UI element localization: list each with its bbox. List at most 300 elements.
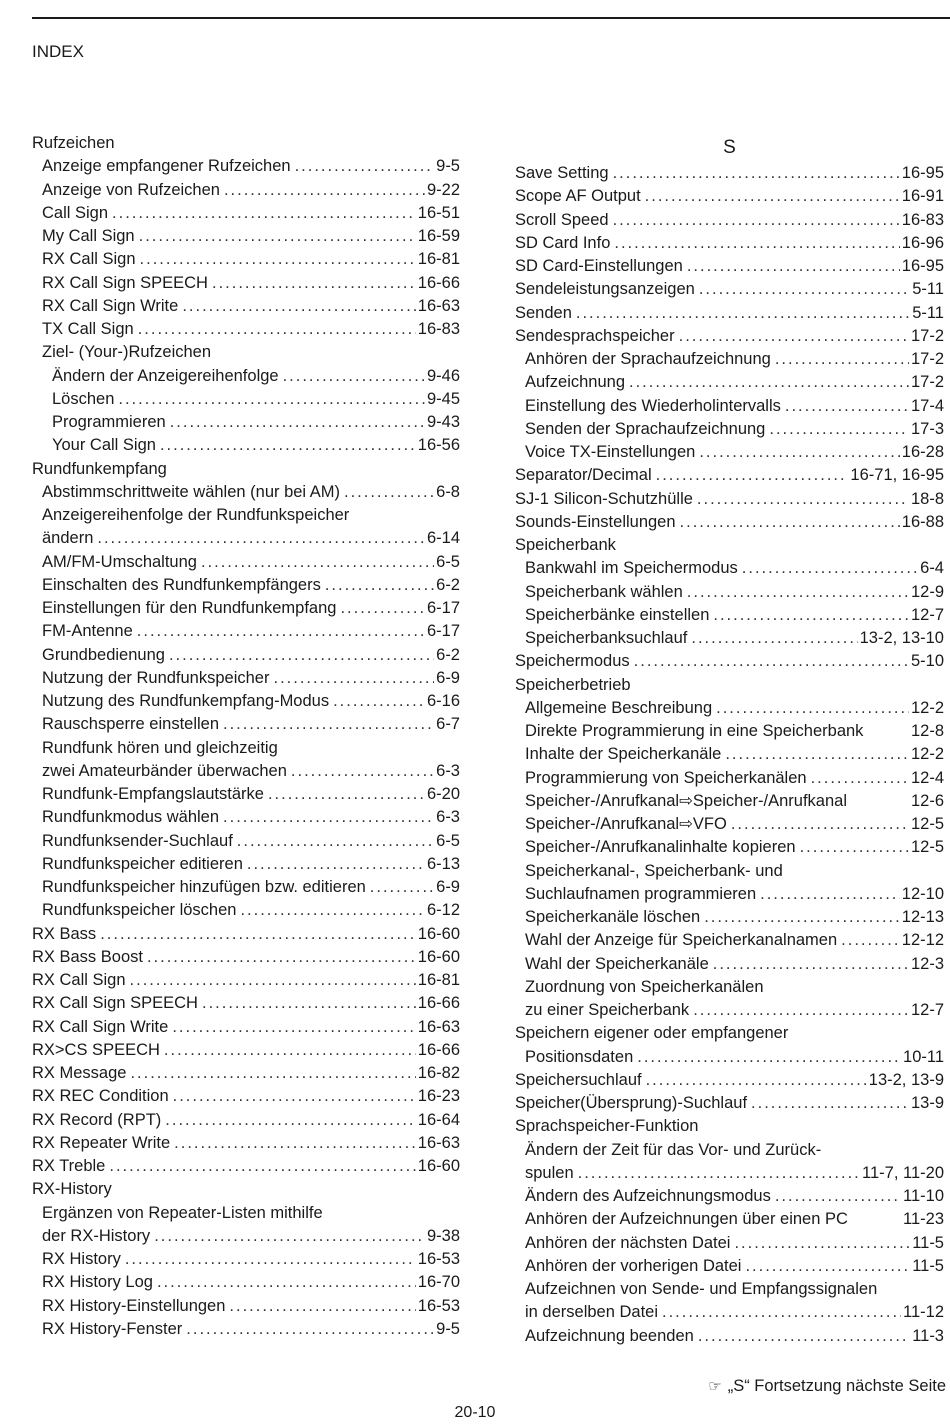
dot-leader xyxy=(273,667,434,690)
entry-term: Positionsdaten xyxy=(525,1047,634,1066)
entry-term: Einstellungen für den Rundfunkempfang xyxy=(42,599,337,617)
dot-leader xyxy=(283,365,425,388)
entry-term: Rundfunkspeicher löschen xyxy=(42,901,237,920)
entry-page-ref: 16-28 xyxy=(901,443,944,461)
index-entry xyxy=(32,1155,460,1178)
dot-leader xyxy=(154,1225,425,1248)
entry-term: Separator/Decimal xyxy=(515,466,652,485)
entry-term: Rauschsperre einstellen xyxy=(42,715,220,734)
index-entry xyxy=(32,1225,460,1248)
index-entry xyxy=(515,1208,944,1231)
index-entry xyxy=(515,790,944,813)
index-entry xyxy=(515,348,944,371)
entry-page-ref: 13-2, 13-9 xyxy=(868,1070,944,1089)
index-entry xyxy=(32,620,460,643)
entry-term: Anhören der Aufzeichnungen über einen PC xyxy=(525,1210,848,1229)
index-entry xyxy=(515,255,944,278)
entry-term: Programmieren xyxy=(52,413,166,431)
index-entry xyxy=(32,248,460,271)
entry-page-ref: 16-60 xyxy=(417,1157,460,1175)
entry-term: zwei Amateurbänder überwachen xyxy=(42,761,287,780)
entry-page-ref: 11-7, 11-20 xyxy=(862,1163,944,1182)
entry-page-ref: 16-70 xyxy=(417,1273,460,1292)
entry-page-ref: 17-4 xyxy=(910,396,944,415)
index-entry xyxy=(32,1178,460,1201)
entry-page-ref: 16-59 xyxy=(417,227,460,245)
entry-term: Speichern eigener oder empfangener xyxy=(515,1024,789,1043)
dot-leader xyxy=(811,767,909,790)
index-entry xyxy=(515,906,944,929)
index-entry xyxy=(515,743,944,766)
index-entry xyxy=(515,604,944,627)
index-entry xyxy=(32,504,460,527)
entry-page-ref: 6-4 xyxy=(920,559,944,578)
entry-term: RX Call Sign Write xyxy=(42,296,179,315)
entry-term: Ändern der Zeit für das Vor- und Zurück- xyxy=(525,1140,822,1159)
dot-leader xyxy=(118,388,425,411)
index-entry xyxy=(515,650,944,673)
entry-page-ref: 11-5 xyxy=(912,1233,944,1252)
entry-term: RX>CS SPEECH xyxy=(32,1040,160,1059)
entry-page-ref: 5-10 xyxy=(910,652,944,671)
entry-term: SD Card Info xyxy=(515,233,611,252)
index-entry xyxy=(32,179,460,202)
dot-leader xyxy=(713,953,909,976)
entry-term: Grundbedienung xyxy=(42,645,165,664)
dot-leader xyxy=(224,179,425,202)
entry-page-ref: 12-9 xyxy=(910,582,944,601)
entry-term: Rufzeichen xyxy=(32,134,115,152)
dot-leader xyxy=(237,830,434,853)
dot-leader xyxy=(165,1109,416,1132)
entry-page-ref: 16-66 xyxy=(417,994,460,1013)
dot-leader xyxy=(170,411,425,434)
entry-page-ref: 16-81 xyxy=(417,250,460,269)
entry-term: Inhalte der Speicherkanäle xyxy=(525,745,722,764)
entry-page-ref: 6-14 xyxy=(426,529,460,548)
entry-page-ref: 16-88 xyxy=(901,512,944,531)
entry-page-ref: 16-51 xyxy=(417,203,460,222)
entry-term: Nutzung der Rundfunkspeicher xyxy=(42,668,270,687)
entry-term: Aufzeichnen von Sende- und Empfangssignalen xyxy=(525,1280,878,1298)
entry-page-ref: 6-2 xyxy=(436,645,460,664)
entry-page-ref: 6-9 xyxy=(436,668,460,687)
entry-page-ref: 6-2 xyxy=(436,575,460,594)
entry-page-ref: 12-5 xyxy=(910,815,944,833)
index-entry xyxy=(32,923,460,946)
entry-term: in derselben Datei xyxy=(525,1303,658,1322)
dot-leader xyxy=(775,348,909,371)
dot-leader xyxy=(629,371,909,394)
index-entry xyxy=(32,1318,460,1341)
entry-term: Speicher(Übersprung)-Suchlauf xyxy=(515,1094,748,1112)
index-entry xyxy=(515,1022,944,1045)
entry-term: Direkte Programmierung in eine Speicherbank xyxy=(525,722,864,740)
entry-page-ref: 6-13 xyxy=(426,854,460,873)
entry-term: Speicher-/Anrufkanal⇨Speicher-/Anrufkanal xyxy=(525,791,847,810)
entry-term: Your Call Sign xyxy=(52,436,156,455)
entry-page-ref: 6-12 xyxy=(426,901,460,920)
entry-page-ref: 6-8 xyxy=(436,482,460,501)
entry-term: Suchlaufnamen programmieren xyxy=(525,884,757,903)
entry-term: RX History-Fenster xyxy=(42,1319,183,1338)
entry-page-ref: 9-5 xyxy=(436,1319,460,1338)
entry-term: Scope AF Output xyxy=(515,187,641,206)
entry-page-ref: 12-4 xyxy=(910,768,944,787)
index-entry xyxy=(515,278,944,301)
entry-term: RX Bass Boost xyxy=(32,947,143,966)
dot-leader xyxy=(109,1155,415,1178)
dot-leader xyxy=(734,1232,910,1255)
entry-page-ref: 16-63 xyxy=(417,1017,460,1036)
index-entry xyxy=(515,557,944,580)
dot-leader xyxy=(731,813,909,836)
dot-leader xyxy=(800,836,909,859)
dot-leader xyxy=(325,574,434,597)
index-column-left xyxy=(32,132,460,1341)
dot-leader xyxy=(699,278,910,301)
dot-leader xyxy=(576,302,910,325)
entry-term: AM/FM-Umschaltung xyxy=(42,552,197,571)
dot-leader xyxy=(137,620,425,643)
entry-page-ref: 11-3 xyxy=(912,1326,944,1345)
index-entry xyxy=(515,185,944,208)
index-column-right xyxy=(515,132,944,1348)
index-entry xyxy=(32,411,460,434)
index-entry xyxy=(515,860,944,883)
entry-page-ref: 12-2 xyxy=(910,745,944,764)
entry-term: Sounds-Einstellungen xyxy=(515,512,676,531)
index-entry xyxy=(515,1255,944,1278)
entry-term: RX Call Sign Write xyxy=(32,1017,169,1036)
entry-page-ref: 12-7 xyxy=(910,605,944,624)
entry-term: SD Card-Einstellungen xyxy=(515,257,683,275)
entry-term: TX Call Sign xyxy=(42,320,134,338)
dot-leader xyxy=(613,162,900,185)
entry-page-ref: 16-53 xyxy=(417,1296,460,1315)
dot-leader xyxy=(656,464,849,487)
entry-term: Sendeleistungsanzeigen xyxy=(515,280,695,299)
entry-term: Anzeigereihenfolge der Rundfunkspeicher xyxy=(42,506,350,524)
entry-page-ref: 5-11 xyxy=(912,303,944,322)
dot-leader xyxy=(634,650,909,673)
index-entry xyxy=(32,1039,460,1062)
index-entry xyxy=(32,341,460,364)
entry-page-ref: 16-83 xyxy=(901,210,944,229)
dot-leader xyxy=(169,644,434,667)
dot-leader xyxy=(716,697,909,720)
dot-leader xyxy=(769,418,909,441)
page-header: INDEX xyxy=(32,42,84,61)
dot-leader xyxy=(100,923,416,946)
continuation-note xyxy=(708,1377,946,1396)
index-entry xyxy=(32,1062,460,1085)
dot-leader xyxy=(97,527,425,550)
entry-page-ref: 12-8 xyxy=(910,722,944,740)
entry-term: Programmierung von Speicherkanälen xyxy=(525,768,807,787)
dot-leader xyxy=(745,1255,910,1278)
entry-page-ref: 16-56 xyxy=(417,436,460,455)
index-entry xyxy=(515,1069,944,1092)
dot-leader xyxy=(662,1301,901,1324)
entry-term: Speichersuchlauf xyxy=(515,1070,642,1089)
entry-term: Speichermodus xyxy=(515,652,630,671)
dot-leader xyxy=(174,1132,416,1155)
entry-term: Ziel- (Your-)Rufzeichen xyxy=(42,343,212,362)
entry-term: Ergänzen von Repeater-Listen mithilfe xyxy=(42,1203,323,1222)
dot-leader xyxy=(130,969,416,992)
index-entry xyxy=(515,953,944,976)
index-entry xyxy=(32,388,460,411)
dot-leader xyxy=(760,883,900,906)
dot-leader xyxy=(697,488,909,511)
dot-leader xyxy=(614,232,899,255)
entry-page-ref: 17-2 xyxy=(910,373,944,392)
index-entry xyxy=(515,441,944,464)
index-entry xyxy=(515,325,944,348)
dot-leader xyxy=(112,202,416,225)
entry-term: Ändern des Aufzeichnungsmodus xyxy=(525,1187,771,1205)
dot-leader xyxy=(713,604,909,627)
entry-term: Rundfunkspeicher editieren xyxy=(42,854,243,873)
entry-page-ref: 17-3 xyxy=(910,419,944,438)
index-entry xyxy=(32,876,460,899)
entry-term: Löschen xyxy=(52,389,115,408)
index-entry xyxy=(32,481,460,504)
dot-leader xyxy=(201,551,434,574)
dot-leader xyxy=(704,906,900,929)
entry-page-ref: 11-12 xyxy=(903,1303,944,1322)
index-entry xyxy=(32,155,460,178)
entry-term: Rundfunkspeicher hinzufügen bzw. editieren xyxy=(42,878,366,896)
entry-page-ref: 9-45 xyxy=(426,389,460,408)
dot-leader xyxy=(691,627,857,650)
dot-leader xyxy=(646,1069,867,1092)
entry-page-ref: 12-10 xyxy=(901,884,944,903)
index-entry xyxy=(515,1301,944,1324)
dot-leader xyxy=(202,992,416,1015)
index-entry xyxy=(32,992,460,1015)
entry-term: Aufzeichnung xyxy=(525,373,625,392)
entry-term: Rundfunk-Empfangslautstärke xyxy=(42,785,264,803)
index-entry xyxy=(32,1295,460,1318)
index-entry xyxy=(32,1271,460,1294)
entry-page-ref: 6-20 xyxy=(426,785,460,803)
index-entry xyxy=(32,946,460,969)
index-entry xyxy=(32,365,460,388)
entry-page-ref: 13-9 xyxy=(910,1094,944,1112)
entry-page-ref: 16-53 xyxy=(417,1250,460,1268)
index-entry xyxy=(515,418,944,441)
index-entry xyxy=(515,929,944,952)
entry-term: spulen xyxy=(525,1163,574,1182)
entry-page-ref: 16-95 xyxy=(901,257,944,275)
entry-term: RX Treble xyxy=(32,1157,106,1175)
entry-term: Aufzeichnung beenden xyxy=(525,1326,694,1345)
dot-leader xyxy=(578,1162,860,1185)
entry-page-ref: 16-66 xyxy=(417,273,460,292)
dot-leader xyxy=(223,713,434,736)
entry-page-ref: 16-95 xyxy=(901,164,944,182)
dot-leader xyxy=(680,511,900,534)
entry-page-ref: 9-38 xyxy=(426,1226,460,1245)
top-rule xyxy=(32,17,950,19)
dot-leader xyxy=(742,557,918,580)
entry-term: FM-Antenne xyxy=(42,622,133,641)
dot-leader xyxy=(268,783,425,806)
entry-term: Einschalten des Rundfunkempfängers xyxy=(42,575,321,594)
index-entry xyxy=(32,713,460,736)
dot-leader xyxy=(182,295,415,318)
entry-term: zu einer Speicherbank xyxy=(525,1001,690,1019)
index-entry xyxy=(32,295,460,318)
dot-leader xyxy=(140,248,416,271)
index-entry xyxy=(32,644,460,667)
index-entry xyxy=(32,1132,460,1155)
index-entry xyxy=(515,767,944,790)
entry-page-ref: 12-13 xyxy=(901,908,944,926)
index-entry xyxy=(515,395,944,418)
index-entry xyxy=(515,1046,944,1069)
dot-leader xyxy=(147,946,416,969)
entry-term: Save Setting xyxy=(515,164,609,182)
entry-page-ref: 16-66 xyxy=(417,1040,460,1059)
entry-term: Zuordnung von Speicherkanälen xyxy=(525,977,764,996)
index-entry xyxy=(515,697,944,720)
index-entry xyxy=(515,1278,944,1301)
index-entry xyxy=(515,999,944,1022)
dot-leader xyxy=(344,481,434,504)
index-entry xyxy=(515,1162,944,1185)
index-entry xyxy=(32,1202,460,1225)
index-entry xyxy=(32,1016,460,1039)
index-entry xyxy=(515,232,944,255)
dot-leader xyxy=(164,1039,416,1062)
dot-leader xyxy=(679,325,909,348)
entry-term: Speicherbank wählen xyxy=(525,582,683,601)
entry-term: Anhören der Sprachaufzeichnung xyxy=(525,350,771,368)
index-entry xyxy=(515,302,944,325)
entry-page-ref: 6-9 xyxy=(436,878,460,896)
entry-term: Speicherbanksuchlauf xyxy=(525,629,688,647)
entry-term: Rundfunksender-Suchlauf xyxy=(42,831,233,850)
index-entry xyxy=(32,690,460,713)
entry-page-ref: 12-12 xyxy=(901,931,944,950)
index-entry xyxy=(515,371,944,394)
entry-page-ref: 10-11 xyxy=(903,1047,944,1066)
entry-term: RX Record (RPT) xyxy=(32,1110,162,1129)
dot-leader xyxy=(295,155,435,178)
index-entry xyxy=(515,1139,944,1162)
entry-term: RX Call Sign xyxy=(32,971,126,989)
entry-term: Sprachspeicher-Funktion xyxy=(515,1117,699,1136)
entry-term: RX Repeater Write xyxy=(32,1133,171,1152)
entry-page-ref: 12-3 xyxy=(910,954,944,973)
index-entry xyxy=(515,511,944,534)
entry-term: Einstellung des Wiederholintervalls xyxy=(525,396,781,415)
entry-page-ref: 9-43 xyxy=(426,413,460,431)
index-entry xyxy=(32,667,460,690)
index-entry xyxy=(32,737,460,760)
index-entry xyxy=(515,162,944,185)
entry-term: RX History-Einstellungen xyxy=(42,1296,226,1315)
dot-leader xyxy=(637,1046,901,1069)
index-entry xyxy=(515,1092,944,1115)
entry-page-ref: 11-10 xyxy=(903,1187,944,1205)
index-entry xyxy=(515,720,944,743)
dot-leader xyxy=(172,1016,415,1039)
entry-term: Speicherkanäle löschen xyxy=(525,908,701,926)
dot-leader xyxy=(173,1085,416,1108)
dot-leader xyxy=(687,581,909,604)
index-entry xyxy=(515,883,944,906)
index-entry xyxy=(515,581,944,604)
entry-term: Speicherbetrieb xyxy=(515,675,631,694)
index-entry xyxy=(515,976,944,999)
entry-page-ref: 12-5 xyxy=(910,838,944,857)
index-entry xyxy=(32,318,460,341)
dot-leader xyxy=(229,1295,415,1318)
index-entry xyxy=(515,534,944,557)
entry-term: Wahl der Anzeige für Speicherkanalnamen xyxy=(525,931,838,950)
index-entry xyxy=(32,202,460,225)
entry-term: My Call Sign xyxy=(42,227,135,245)
entry-term: Ändern der Anzeigereihenfolge xyxy=(52,366,279,385)
entry-page-ref: 6-17 xyxy=(426,599,460,617)
entry-term: Voice TX-Einstellungen xyxy=(525,443,696,461)
entry-page-ref: 6-3 xyxy=(436,808,460,827)
entry-term: Anhören der nächsten Datei xyxy=(525,1233,731,1252)
index-entry xyxy=(32,551,460,574)
index-entry xyxy=(32,899,460,922)
entry-term: Anhören der vorherigen Datei xyxy=(525,1256,742,1275)
index-entry xyxy=(32,574,460,597)
dot-leader xyxy=(698,1325,910,1348)
entry-page-ref: 11-23 xyxy=(903,1210,944,1229)
dot-leader xyxy=(130,1062,415,1085)
entry-page-ref: 16-63 xyxy=(417,1133,460,1152)
entry-page-ref: 13-2, 13-10 xyxy=(859,629,944,647)
entry-page-ref: 12-2 xyxy=(910,698,944,717)
entry-page-ref: 6-16 xyxy=(426,692,460,710)
entry-term: Call Sign xyxy=(42,203,109,222)
entry-term: Allgemeine Beschreibung xyxy=(525,698,713,717)
page-number: 20-10 xyxy=(454,1404,496,1421)
dot-leader xyxy=(785,395,909,418)
index-entry xyxy=(32,132,460,155)
entry-term: Anzeige empfangener Rufzeichen xyxy=(42,157,291,176)
entry-term: Scroll Speed xyxy=(515,210,609,229)
entry-page-ref: 6-3 xyxy=(436,761,460,780)
dot-leader xyxy=(240,899,425,922)
pointing-hand-icon: ☞ xyxy=(708,1378,722,1395)
index-entry xyxy=(32,225,460,248)
entry-term: RX Call Sign xyxy=(42,250,136,269)
entry-term: Anzeige von Rufzeichen xyxy=(42,180,220,199)
entry-term: SJ-1 Silicon-Schutzhülle xyxy=(515,489,693,508)
dot-leader xyxy=(212,272,416,295)
entry-page-ref: 12-7 xyxy=(910,1001,944,1019)
entry-term: Nutzung des Rundfunkempfang-Modus xyxy=(42,692,330,710)
entry-term: Sendesprachspeicher xyxy=(515,326,675,345)
entry-page-ref: 6-7 xyxy=(436,715,460,734)
index-entry xyxy=(515,813,944,836)
entry-page-ref: 11-5 xyxy=(912,1256,944,1275)
entry-term: der RX-History xyxy=(42,1226,151,1245)
entry-term: Bankwahl im Speichermodus xyxy=(525,559,738,578)
entry-term: Speicherbank xyxy=(515,536,616,554)
entry-page-ref: 16-60 xyxy=(417,924,460,943)
